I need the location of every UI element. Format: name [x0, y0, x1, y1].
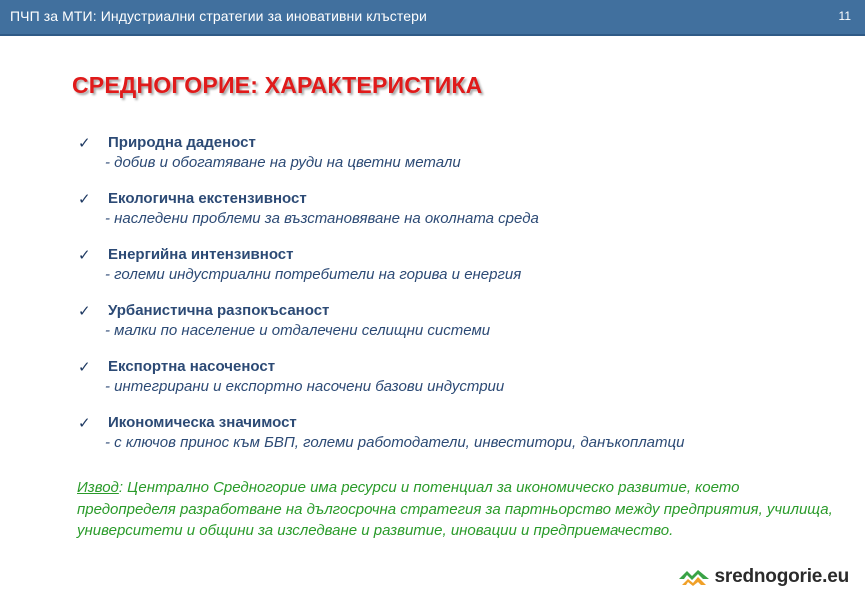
item-description: - добив и обогатяване на руди на цветни метали: [105, 154, 461, 171]
conclusion-body: : Централно Средногорие има ресурси и потенциал за икономическо развитие, което предопределя разработване на дългосрочна стратегия за партньорство между предприятия, училища, университети и общини за изследване и развитие, иновации и предприемачество.: [77, 479, 833, 539]
check-icon: ✓: [78, 135, 91, 152]
characteristics-list: [78, 134, 838, 470]
item-title: Урбанистична разпокъсаност: [108, 302, 330, 319]
item-title: Икономическа значимост: [108, 414, 297, 431]
header-title: ПЧП за МТИ: Индустриални стратегии за иновативни клъстери: [10, 8, 427, 24]
check-icon: ✓: [78, 303, 91, 320]
slide-title: СРЕДНОГОРИЕ: ХАРАКТЕРИСТИКА: [72, 72, 483, 98]
list-item: [78, 190, 838, 246]
item-description: - с ключов принос към БВП, големи работодатели, инвеститори, данъкоплатци: [105, 434, 685, 451]
header-bar: [0, 0, 865, 36]
logo-text: srednogorie.eu: [714, 566, 849, 587]
mountain-logo-icon: [679, 568, 709, 586]
item-description: - големи индустриални потребители на горива и енергия: [105, 266, 522, 283]
item-title: Енергийна интензивност: [108, 246, 294, 263]
page-number: 11: [838, 9, 851, 23]
list-item: [78, 414, 838, 470]
item-description: - малки по население и отдалечени селищни системи: [105, 322, 491, 339]
item-description: - интегрирани и експортно насочени базови индустрии: [105, 378, 505, 395]
check-icon: ✓: [78, 359, 91, 376]
list-item: [78, 134, 838, 190]
list-item: [78, 358, 838, 414]
list-item: [78, 302, 838, 358]
item-description: - наследени проблеми за възстановяване на околната среда: [105, 210, 539, 227]
logo: [679, 566, 849, 588]
item-title: Природна даденост: [108, 134, 256, 151]
item-title: Екологична екстензивност: [108, 190, 307, 207]
conclusion-label: Извод: [77, 479, 119, 496]
check-icon: ✓: [78, 247, 91, 264]
conclusion-text: [77, 477, 837, 542]
check-icon: ✓: [78, 415, 91, 432]
check-icon: ✓: [78, 191, 91, 208]
item-title: Експортна насоченост: [108, 358, 276, 375]
list-item: [78, 246, 838, 302]
